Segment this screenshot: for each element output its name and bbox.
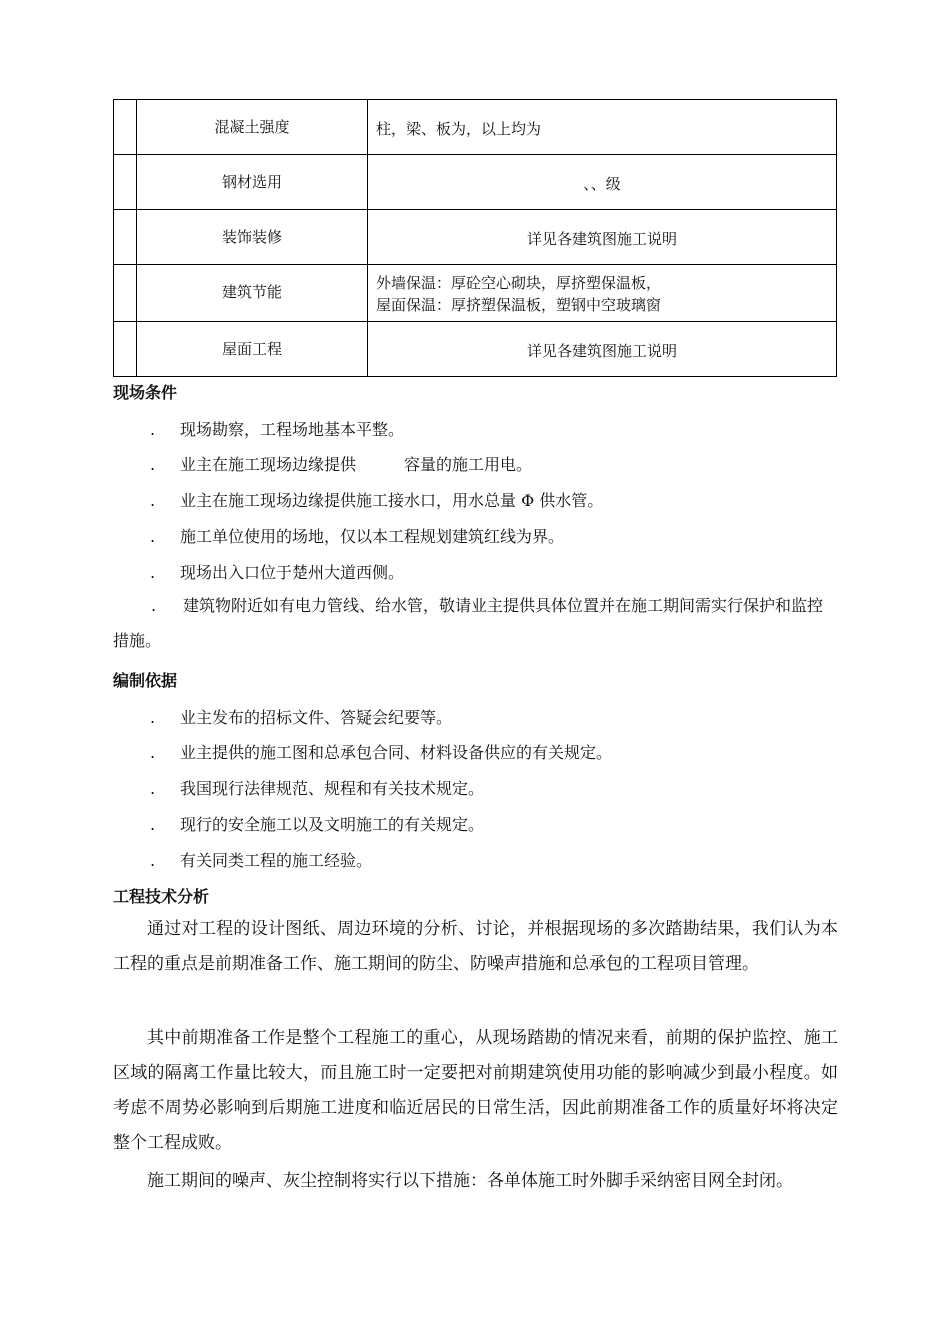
paragraph: 施工期间的噪声、灰尘控制将实行以下措施：各单体施工时外脚手采纳密目网全封闭。 [147, 1171, 793, 1191]
table-cell-label: 钢材选用 [137, 155, 368, 210]
list-item [113, 588, 838, 658]
table-row [114, 265, 837, 322]
list-bullet: . [150, 527, 156, 546]
list-item-text: 施工单位使用的场地，仅以本工程规划建筑红线为界。 [180, 527, 565, 546]
section-heading: 现场条件 [113, 383, 178, 402]
list-item-text: 业主在施工现场边缘提供 容量的施工用电。 [180, 455, 533, 474]
table-row [114, 155, 837, 210]
list-item-text: 我国现行法律规范、规程和有关技术规定。 [180, 779, 485, 798]
table-cell-value: 柱，梁、板为，以上均为 [368, 100, 837, 155]
table-cell-index [114, 210, 137, 265]
paragraph: 其中前期准备工作是整个工程施工的重心，从现场踏勘的情况来看，前期的保护监控、施工区域的隔离工作量比较大，而且施工时一定要把对前期建筑使用功能的影响减少到最小程度。如考虑不周势必影响到后期施工进度和临近居民的日常生活，因此前期准备工作的质量好坏将决定整个工程成败。 [113, 1028, 838, 1153]
table-row [114, 322, 837, 377]
table-cell-label: 混凝土强度 [137, 100, 368, 155]
list-item [150, 417, 404, 440]
list-bullet: . [150, 563, 156, 582]
spec-table [113, 99, 837, 377]
table-cell-value: 详见各建筑图施工说明 [368, 322, 837, 377]
list-bullet: . [150, 455, 156, 474]
list-item-text: 业主提供的施工图和总承包合同、材料设备供应的有关规定。 [180, 743, 613, 762]
table-cell-value: 、、级 [368, 155, 837, 210]
table-cell-label: 建筑节能 [137, 265, 368, 322]
list-item-text: 现场出入口位于楚州大道西侧。 [180, 563, 405, 582]
list-bullet: . [150, 779, 156, 798]
table-cell-index [114, 322, 137, 377]
list-bullet: . [150, 420, 156, 439]
table-cell-line: 屋面保温：厚挤塑保温板，塑钢中空玻璃窗 [376, 296, 662, 314]
table-cell-index [114, 265, 137, 322]
list-bullet: . [150, 491, 156, 510]
list-item-text: 业主在施工现场边缘提供施工接水口，用水总量 Φ 供水管。 [180, 491, 604, 510]
list-item [150, 524, 564, 547]
table-cell-value: 详见各建筑图施工说明 [368, 210, 837, 265]
table-cell-index [114, 100, 137, 155]
list-item-text: 建筑物附近如有电力管线、给水管，敬请业主提供具体位置并在施工期间需实行保护和监控措施。 [113, 596, 824, 650]
list-item-text: 现场勘察，工程场地基本平整。 [180, 420, 405, 439]
list-item [150, 740, 612, 763]
list-bullet: . [150, 851, 156, 870]
table-cell-label: 屋面工程 [137, 322, 368, 377]
list-item [150, 488, 603, 511]
table-row [114, 100, 837, 155]
list-item [150, 848, 372, 871]
list-item [150, 812, 484, 835]
list-bullet: . [150, 743, 156, 762]
section-heading: 编制依据 [113, 671, 178, 690]
list-item-text: 有关同类工程的施工经验。 [180, 851, 373, 870]
table-cell-label: 装饰装修 [137, 210, 368, 265]
table-cell-line: 外墙保温：厚砼空心砌块，厚挤塑保温板， [376, 274, 662, 292]
list-bullet: . [150, 815, 156, 834]
list-item-text: 业主发布的招标文件、答疑会纪要等。 [180, 708, 453, 727]
section-heading: 工程技术分析 [113, 887, 210, 906]
paragraph: 通过对工程的设计图纸、周边环境的分析、讨论，并根据现场的多次踏勘结果，我们认为本工程的重点是前期准备工作、施工期间的防尘、防噪声措施和总承包的工程项目管理。 [113, 919, 838, 974]
list-bullet: . [151, 596, 157, 615]
list-item [150, 560, 404, 583]
list-item [150, 452, 532, 475]
table-row [114, 210, 837, 265]
list-item [150, 705, 452, 728]
list-bullet: . [150, 708, 156, 727]
list-item-text: 现行的安全施工以及文明施工的有关规定。 [180, 815, 485, 834]
table-cell-index [114, 155, 137, 210]
table-cell-value [368, 265, 837, 322]
list-item [150, 776, 484, 799]
